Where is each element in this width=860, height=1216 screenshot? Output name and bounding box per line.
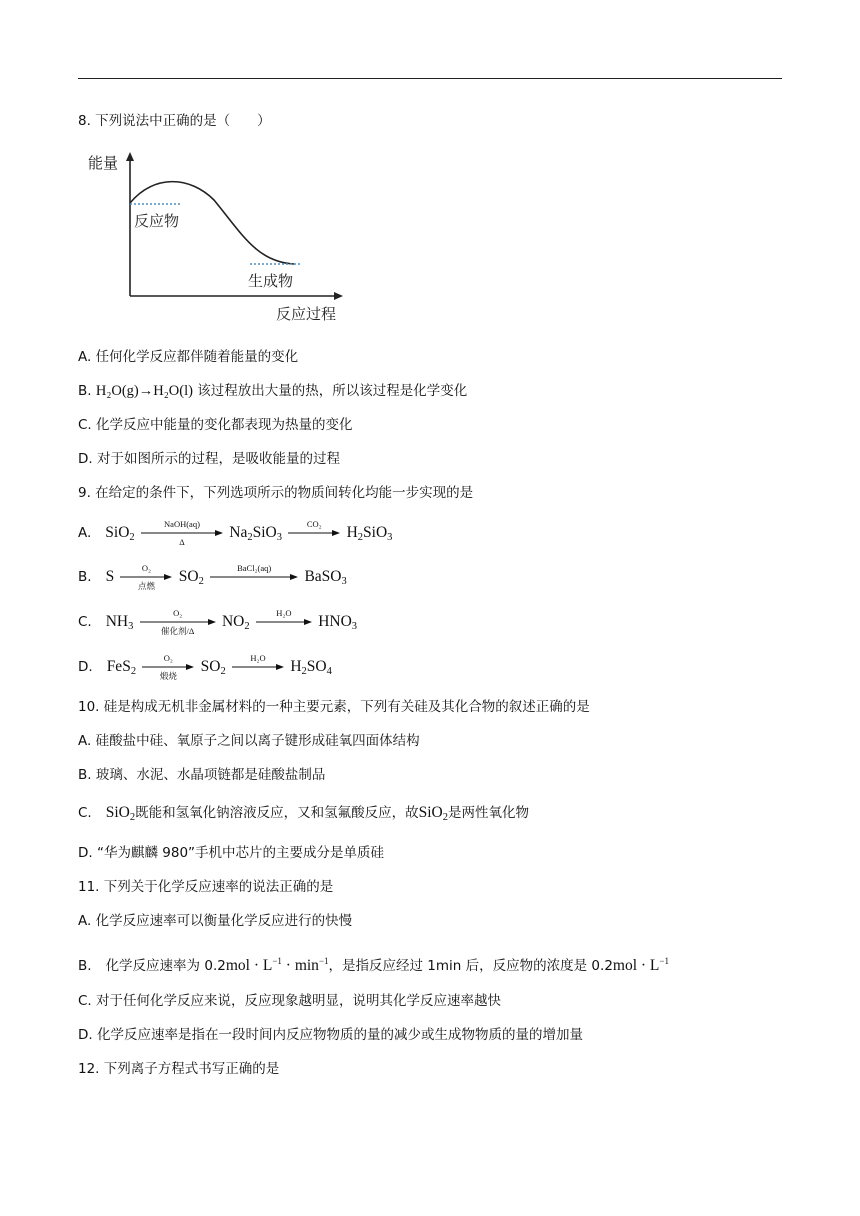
q11-b-unit2: mol · L xyxy=(612,957,660,974)
q10-c-label: C. xyxy=(78,805,92,821)
q10-stem: 10. 硅是构成无机非金属材料的一种主要元素，下列有关硅及其化合物的叙述正确的是 xyxy=(78,699,590,715)
header-rule xyxy=(78,78,782,79)
q9-d-arrow2-top: H₂O xyxy=(250,653,266,663)
q9-a-label: A. xyxy=(78,525,92,541)
q11-b-text1: 化学反应速率为 0.2 xyxy=(105,958,226,974)
x-axis-label: 反应过程 xyxy=(276,305,337,323)
q9-a-arrow1-bottom: Δ xyxy=(179,537,185,547)
q9-option-c xyxy=(78,608,358,637)
q9-a-species3-sub: 2 xyxy=(357,532,364,543)
q10-c-formula2-sub: 2 xyxy=(442,812,448,823)
q9-d-species3: H xyxy=(290,658,302,675)
q9-a-species3: H xyxy=(346,524,358,541)
q10-c-text: 既能和氢氧化钠溶液反应，又和氢氟酸反应，故 xyxy=(135,805,419,821)
q8-option-b-formula: H₂O(g)→H₂O(l) xyxy=(95,383,193,399)
q10-c-formula1: SiO xyxy=(105,804,130,821)
q9-b-arrow2-top: BaCl₂(aq) xyxy=(237,563,272,573)
q9-a-species3b-sub: 3 xyxy=(387,532,393,543)
q9-c-species1: NH xyxy=(105,613,129,630)
q9-option-a xyxy=(78,519,393,548)
energy-diagram xyxy=(82,148,372,328)
q11-stem: 11. 下列关于化学反应速率的说法正确的是 xyxy=(78,879,334,895)
q9-c-species3-sub: 3 xyxy=(351,621,358,632)
q9-d-label: D. xyxy=(78,659,93,675)
q11-b-unit1b-sup: −1 xyxy=(318,956,329,966)
q9-c-arrow2 xyxy=(256,608,312,626)
q9-d-arrow1 xyxy=(142,653,194,681)
energy-diagram-svg xyxy=(82,148,372,328)
q9-a-species2b-sub: 3 xyxy=(276,532,282,543)
q11-b-unit2-sup: −1 xyxy=(659,956,669,966)
q9-c-arrow1-top: O₂ xyxy=(173,608,183,618)
q9-b-species2-sub: 2 xyxy=(198,576,204,587)
q9-c-arrow2-top: H₂O xyxy=(276,608,292,618)
q10-option-a: A. 硅酸盐中硅、氧原子之间以离子键形成硅氧四面体结构 xyxy=(78,733,420,749)
q9-a-arrow1 xyxy=(141,519,223,547)
q9-d-arrow2 xyxy=(232,653,284,671)
q9-d-species1-sub: 2 xyxy=(130,666,137,677)
q11-option-b xyxy=(78,951,669,976)
q9-c-species2-sub: 2 xyxy=(244,621,250,632)
q9-d-arrow1-top: O₂ xyxy=(163,653,173,663)
q9-d-species3-sub: 2 xyxy=(301,666,307,677)
q9-c-label: C. xyxy=(78,614,92,630)
q9-a-species2b: SiO xyxy=(252,524,277,541)
reactant-label: 反应物 xyxy=(134,212,180,230)
q9-b-arrow1-top: O₂ xyxy=(141,563,152,573)
q9-d-species1: FeS xyxy=(106,658,131,675)
q9-d-species3b: SO xyxy=(306,658,327,675)
y-axis-label: 能量 xyxy=(88,154,119,172)
q11-b-unit1-sup: −1 xyxy=(272,956,282,966)
q9-b-arrow1-bottom: 点燃 xyxy=(137,581,155,591)
q11-b-label: B. xyxy=(78,958,92,974)
q9-a-species2: Na xyxy=(229,524,248,541)
q10-option-d: D. “华为麒麟 980”手机中芯片的主要成分是单质硅 xyxy=(78,845,385,861)
q10-c-formula2: SiO xyxy=(418,804,443,821)
q8-option-b xyxy=(78,381,467,401)
q9-c-species3: HNO xyxy=(318,613,352,630)
product-label: 生成物 xyxy=(248,272,294,290)
q11-option-d: D. 化学反应速率是指在一段时间内反应物物质的量的减少或生成物物质的量的增加量 xyxy=(78,1027,583,1043)
q8-option-b-text: 该过程放出大量的热，所以该过程是化学变化 xyxy=(197,383,468,399)
q9-d-arrow1-bottom: 煅烧 xyxy=(159,671,177,681)
q9-a-species1-sub: 2 xyxy=(129,532,135,543)
q9-stem: 9. 在给定的条件下，下列选项所示的物质间转化均能一步实现的是 xyxy=(78,485,474,501)
q9-a-species3b: SiO xyxy=(363,524,388,541)
q9-d-species2: SO xyxy=(200,658,221,675)
q9-b-label: B. xyxy=(78,569,92,585)
q9-a-species2-sub: 2 xyxy=(247,532,253,543)
q9-b-species1: S xyxy=(105,568,115,585)
q10-c-tail: 是两性氧化物 xyxy=(447,805,529,821)
q9-option-d xyxy=(78,653,332,682)
q9-a-arrow2 xyxy=(288,519,340,537)
q9-option-b xyxy=(78,563,347,592)
q9-c-arrow1 xyxy=(140,608,216,636)
q8-stem: 8. 下列说法中正确的是（ ） xyxy=(78,113,271,129)
q11-b-text2: ，是指反应经过 1min 后，反应物的浓度是 0.2 xyxy=(328,958,613,974)
q10-option-c xyxy=(78,803,529,828)
q9-d-species3b-sub: 4 xyxy=(326,666,332,677)
q11-option-a: A. 化学反应速率可以衡量化学反应进行的快慢 xyxy=(78,913,353,929)
q8-option-a: A. 任何化学反应都伴随着能量的变化 xyxy=(78,349,299,365)
q9-a-arrow1-top: NaOH(aq) xyxy=(164,519,200,529)
q9-d-species2-sub: 2 xyxy=(220,666,226,677)
q8-option-c: C. 化学反应中能量的变化都表现为热量的变化 xyxy=(78,417,353,433)
q11-option-c: C. 对于任何化学反应来说，反应现象越明显，说明其化学反应速率越快 xyxy=(78,993,502,1009)
q8-option-d: D. 对于如图所示的过程，是吸收能量的过程 xyxy=(78,451,340,467)
q12-stem: 12. 下列离子方程式书写正确的是 xyxy=(78,1061,280,1077)
q11-b-unit1: mol · L xyxy=(225,957,273,974)
q10-c-formula1-sub: 2 xyxy=(129,812,136,823)
q9-a-species1: SiO xyxy=(105,524,130,541)
q9-b-arrow1 xyxy=(120,563,172,591)
q9-b-arrow2 xyxy=(210,563,298,581)
q10-option-b: B. 玻璃、水泥、水晶项链都是硅酸盐制品 xyxy=(78,767,326,783)
q9-c-species1-sub: 3 xyxy=(128,621,134,632)
q9-b-species3: BaSO xyxy=(304,568,342,585)
q9-b-species3-sub: 3 xyxy=(341,576,347,587)
q11-b-unit1b: · min xyxy=(281,957,319,974)
q9-a-arrow2-top: CO₂ xyxy=(306,519,322,529)
q9-c-species2: NO xyxy=(221,613,245,630)
q9-b-species2: SO xyxy=(178,568,199,585)
q8-option-b-label: B. xyxy=(78,383,92,399)
q9-c-arrow1-bottom: 催化剂/Δ xyxy=(160,626,195,636)
